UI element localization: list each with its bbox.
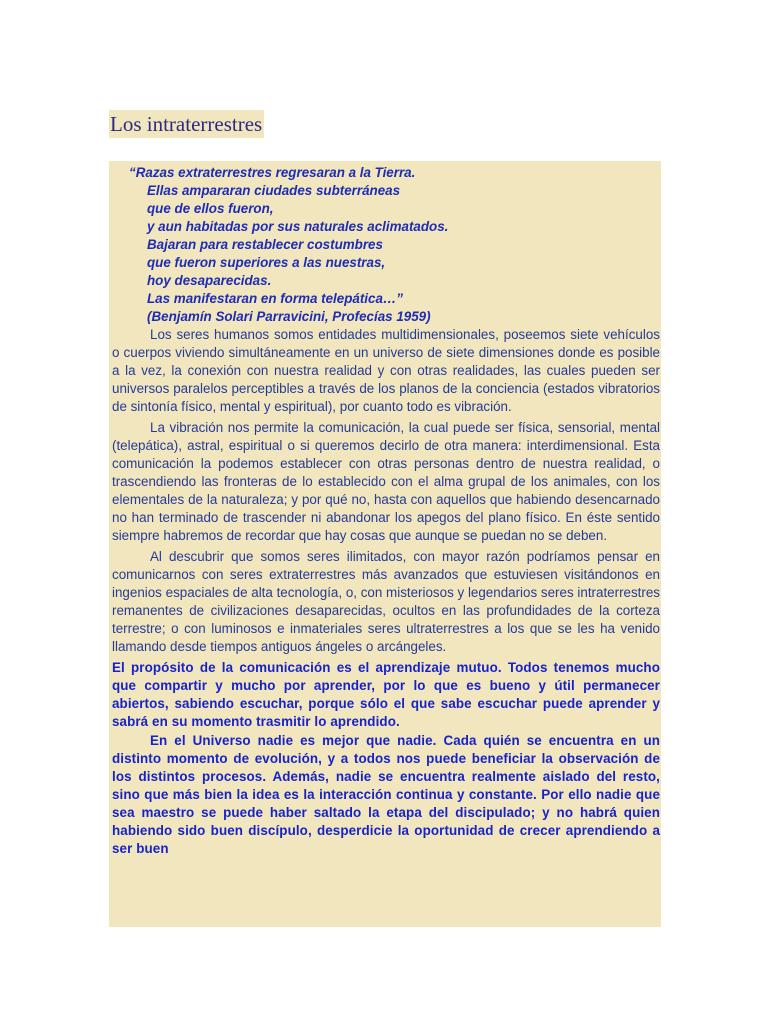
article-body <box>109 161 661 927</box>
quote-line: hoy desaparecidas. <box>147 273 272 288</box>
quote-line: que fueron superiores a las nuestras, <box>147 255 386 270</box>
quote-line: y aun habitadas por sus naturales aclimatados. <box>147 219 449 234</box>
bold-paragraph: El propósito de la comunicación es el aprendizaje mutuo. Todos tenemos mucho que compartir y mucho por aprender, por lo que es bueno y útil permanecer abiertos, sabiendo escuchar, porque sólo el que sabe escuchar puede aprender y sabrá en su momento trasmitir lo aprendido. <box>112 660 660 729</box>
quote-attribution: (Benjamín Solari Parravicini, Profecías 1959) <box>147 309 431 324</box>
epigraph-quote <box>109 161 661 326</box>
quote-line: “Razas extraterrestres regresaran a la Tierra. <box>129 165 416 180</box>
quote-line: que de ellos fueron, <box>147 201 274 216</box>
body-paragraph: Al descubrir que somos seres ilimitados, con mayor razón podríamos pensar en comunicarnos con seres extraterrestres más avanzados que estuviesen visitándonos en ingenios espaciales de alta tecnología, o, con misteriosos y legendarios seres intraterrestres remanentes de civilizaciones desaparecidas, ocultos en las profundidades de la corteza terrestre; o con luminosos e inmateriales seres ultraterrestres a los que se les ha venido llamando desde tiempos antiguos ángeles o arcángeles. <box>112 549 660 654</box>
quote-line: Bajaran para restablecer costumbres <box>147 237 383 252</box>
body-paragraph: Los seres humanos somos entidades multidimensionales, poseemos siete vehículos o cuerpos viviendo simultáneamente en un universo de siete dimensiones donde es posible a la vez, la conexión con nuestra realidad y con otras realidades, las cuales pueden ser universos paralelos perceptibles a través de los planos de la conciencia (estados vibratorios de sintonía físico, mental y espiritual), por cuanto todo es vibración. <box>112 327 660 414</box>
bold-paragraph: En el Universo nadie es mejor que nadie. Cada quién se encuentra en un distinto momento de evolución, y a todos nos puede beneficiar la observación de los distintos procesos. Además, nadie se encuentra realmente aislado del resto, sino que más bien la idea es la interacción continua y constante. Por ello nadie que sea maestro se puede haber saltado la etapa del discipulado; y no habrá quien habiendo sido buen discípulo, desperdicie la oportunidad de crecer aprendiendo a ser buen <box>112 733 660 856</box>
body-paragraph: La vibración nos permite la comunicación, la cual puede ser física, sensorial, mental (telepática), astral, espiritual o si queremos decirlo de otra manera: interdimensional. Esta comunicación la podemos establecer con otras personas dentro de nuestra realidad, o trascendiendo las fronteras de lo establecido con el alma grupal de los animales, con los elementales de la naturaleza; y por qué no, hasta con aquellos que habiendo desencarnado no han terminado de trascender ni abandonar los apegos del plano físico. En éste sentido siempre habremos de recordar que hay cosas que aunque se puedan no se deben. <box>112 420 660 543</box>
page-title: Los intraterrestres <box>110 112 263 136</box>
quote-line: Las manifestaran en forma telepática…” <box>147 291 403 306</box>
quote-line: Ellas ampararan ciudades subterráneas <box>147 183 401 198</box>
